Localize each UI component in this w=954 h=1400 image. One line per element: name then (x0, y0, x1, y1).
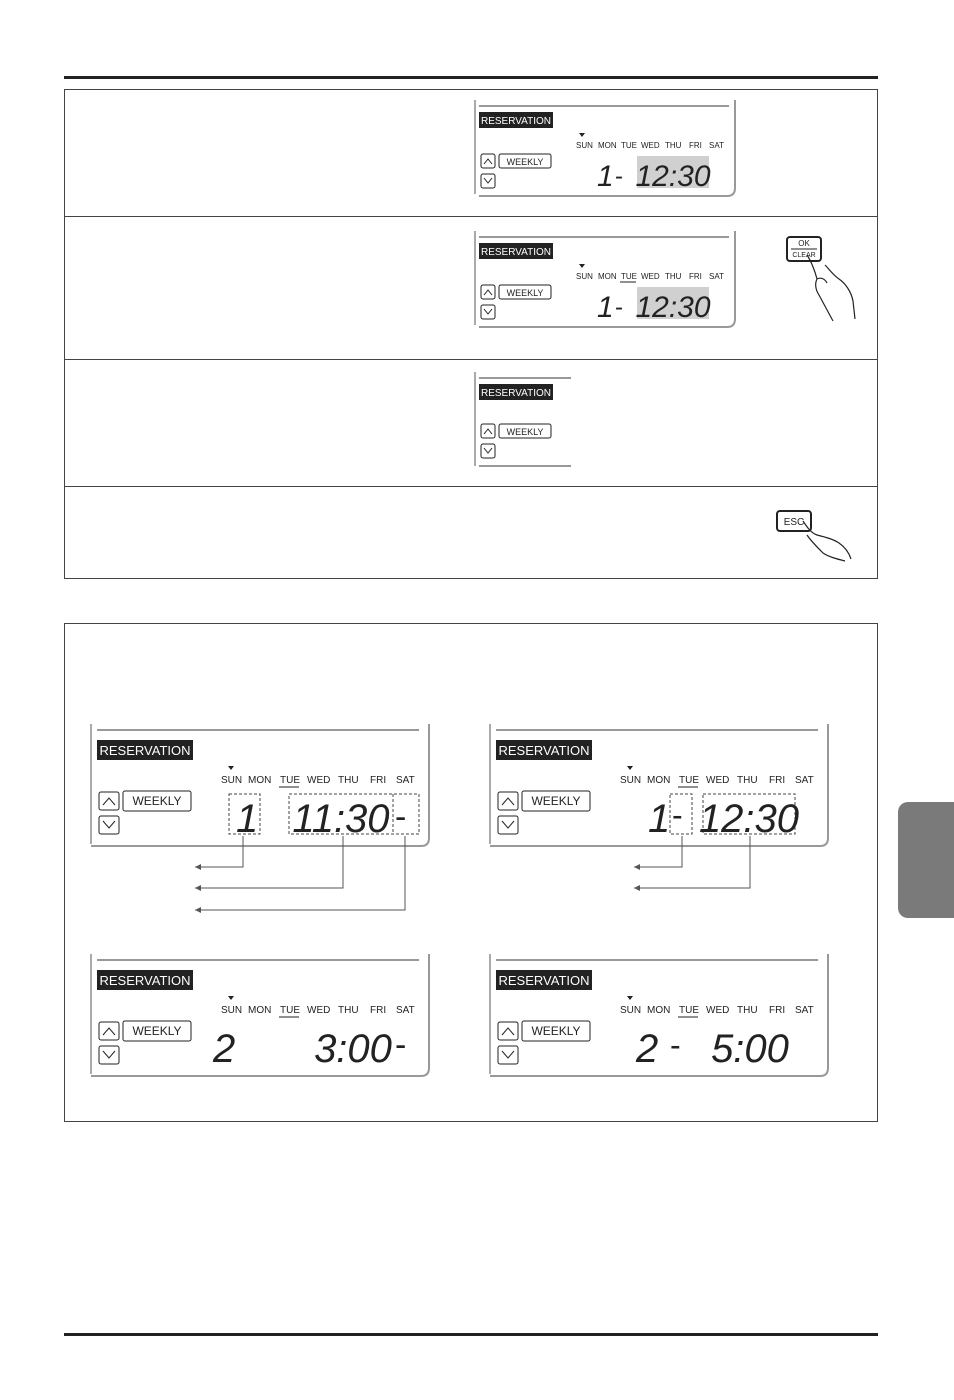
up-button[interactable] (99, 1022, 119, 1040)
arrow-left-icon (634, 885, 640, 891)
weekly-label: WEEKLY (531, 794, 581, 808)
day-marker-icon (627, 766, 633, 770)
up-button[interactable] (99, 792, 119, 810)
reservation-label: RESERVATION (480, 388, 552, 399)
day-marker-icon (627, 996, 633, 1000)
down-button[interactable] (498, 1046, 518, 1064)
arrow-left-icon (195, 907, 201, 913)
lcd-display-step-1 (473, 98, 743, 198)
reservation-time: 12:30 (635, 160, 711, 193)
reservation-time: 3:00 (314, 1027, 392, 1071)
time-suffix: - (395, 1026, 407, 1064)
weekly-label: WEEKLY (506, 427, 544, 437)
reservation-label: RESERVATION (99, 973, 191, 988)
up-button[interactable] (481, 285, 495, 299)
day-row: SUN MON TUE WED THU FRI SAT (576, 141, 724, 150)
weekly-label: WEEKLY (506, 157, 544, 167)
reservation-label: RESERVATION (498, 743, 590, 758)
day-row: SUN MON TUE WED THU FRI SAT (221, 1005, 415, 1016)
example-display-a (89, 722, 434, 922)
reservation-time: 11:30 (292, 797, 390, 841)
day-marker-icon (579, 264, 585, 268)
section-side-tab (898, 802, 954, 918)
step-row-1 (65, 90, 877, 216)
reservation-label: RESERVATION (480, 247, 552, 258)
lcd-display-step-2 (473, 229, 743, 329)
steps-table (64, 89, 878, 579)
callout-line-time (195, 836, 343, 888)
step-row-2 (65, 216, 877, 360)
clear-label: CLEAR (792, 252, 816, 259)
arrow-left-icon (195, 864, 201, 870)
reservation-label: RESERVATION (480, 116, 552, 127)
program-number: 2 (636, 1027, 659, 1071)
weekly-label: WEEKLY (132, 1024, 182, 1038)
up-button[interactable] (481, 424, 495, 438)
program-number: 1 (648, 797, 671, 841)
reservation-label: RESERVATION (99, 743, 191, 758)
step-row-4 (65, 486, 877, 579)
bottom-rule (64, 1333, 878, 1336)
top-rule (64, 76, 878, 79)
esc-label: ESC (783, 517, 805, 528)
day-row: SUN MON TUE WED THU FRI SAT (620, 775, 814, 786)
example-display-c (89, 952, 434, 1082)
reservation-time: 12:30 (698, 797, 800, 841)
day-marker-icon (579, 133, 585, 137)
ok-label: OK (798, 239, 810, 248)
down-button[interactable] (481, 305, 495, 319)
day-row: SUN MON TUE WED THU FRI SAT (576, 272, 724, 281)
up-button[interactable] (498, 1022, 518, 1040)
up-button[interactable] (498, 792, 518, 810)
program-number: 2 (213, 1027, 236, 1071)
hand-pointer-icon (807, 255, 855, 321)
day-row: SUN MON TUE WED THU FRI SAT (221, 775, 415, 786)
ok-clear-press-illustration (781, 235, 861, 335)
arrow-left-icon (634, 864, 640, 870)
weekly-label: WEEKLY (132, 794, 182, 808)
examples-box (64, 623, 878, 1122)
day-marker-icon (228, 996, 234, 1000)
callout-line-time (634, 836, 750, 888)
esc-press-illustration (773, 507, 863, 577)
down-button[interactable] (481, 444, 495, 458)
day-row: SUN MON TUE WED THU FRI SAT (620, 1005, 814, 1016)
program-number: 1 (597, 291, 614, 324)
program-number: 1 (597, 160, 614, 193)
arrow-left-icon (195, 885, 201, 891)
down-button[interactable] (481, 174, 495, 188)
up-button[interactable] (481, 154, 495, 168)
down-button[interactable] (498, 816, 518, 834)
weekly-label: WEEKLY (506, 288, 544, 298)
callout-line-suffix (195, 836, 405, 910)
down-button[interactable] (99, 1046, 119, 1064)
step-row-3 (65, 359, 877, 487)
program-separator: - (615, 294, 623, 321)
weekly-label: WEEKLY (531, 1024, 581, 1038)
program-separator: - (670, 1027, 681, 1063)
reservation-time: 5:00 (711, 1027, 789, 1071)
example-display-b (488, 722, 833, 922)
day-marker-icon (228, 766, 234, 770)
lcd-display-step-3 (473, 370, 583, 470)
program-number: 1 (236, 797, 259, 841)
reservation-label: RESERVATION (498, 973, 590, 988)
program-separator: - (672, 797, 683, 833)
reservation-time: 12:30 (635, 291, 711, 324)
down-button[interactable] (99, 816, 119, 834)
program-separator: - (615, 163, 623, 190)
example-display-d (488, 952, 833, 1082)
time-suffix: - (395, 798, 407, 836)
